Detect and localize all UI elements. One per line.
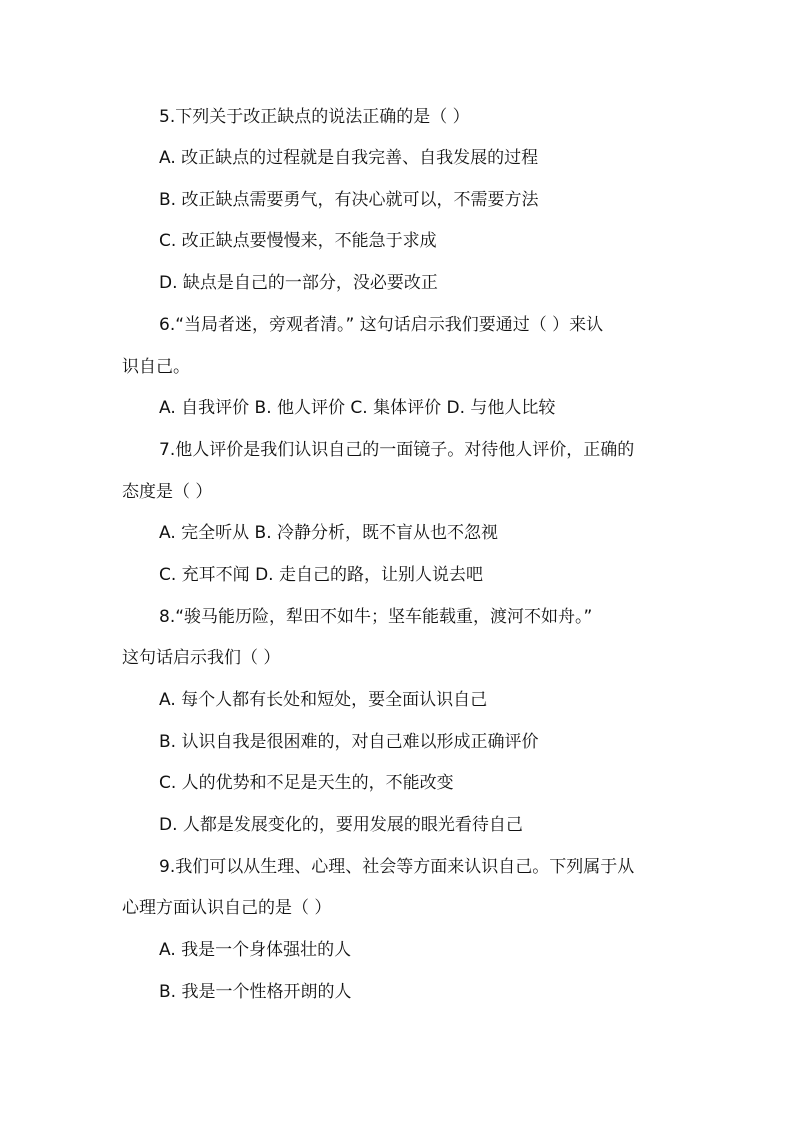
question-5-stem: 5.下列关于改正缺点的说法正确的是（ ） [159, 107, 470, 127]
question-8-option-a: A. 每个人都有长处和短处，要全面认识自己 [159, 690, 488, 710]
question-5-option-b: B. 改正缺点需要勇气，有决心就可以，不需要方法 [159, 190, 539, 210]
question-7-stem-line-1: 7.他人评价是我们认识自己的一面镜子。对待他人评价，正确的 [159, 440, 635, 460]
question-9-option-a: A. 我是一个身体强壮的人 [159, 940, 352, 960]
question-7-stem-line-2: 态度是（ ） [122, 482, 213, 502]
question-7-options-cd: C. 充耳不闻 D. 走自己的路，让别人说去吧 [159, 565, 483, 585]
question-6-stem-line-1: 6.“当局者迷，旁观者清。” 这句话启示我们要通过（ ）来认 [159, 315, 604, 335]
question-8-option-c: C. 人的优势和不足是天生的，不能改变 [159, 773, 454, 793]
question-9-option-b: B. 我是一个性格开朗的人 [159, 982, 352, 1002]
question-8-option-d: D. 人都是发展变化的，要用发展的眼光看待自己 [159, 815, 523, 835]
question-6-options: A. 自我评价 B. 他人评价 C. 集体评价 D. 与他人比较 [159, 398, 556, 418]
question-5-option-d: D. 缺点是自己的一部分，没必要改正 [159, 273, 438, 293]
question-9-stem-line-2: 心理方面认识自己的是（ ） [122, 898, 332, 918]
question-8-stem-line-2: 这句话启示我们（ ） [122, 648, 281, 668]
question-6-stem-line-2: 识自己。 [122, 357, 190, 377]
question-8-stem-line-1: 8.“骏马能历险，犁田不如牛；坚车能载重，渡河不如舟。” [159, 607, 593, 627]
question-9-stem-line-1: 9.我们可以从生理、心理、社会等方面来认识自己。下列属于从 [159, 857, 635, 877]
question-8-option-b: B. 认识自我是很困难的，对自己难以形成正确评价 [159, 732, 539, 752]
question-5-option-a: A. 改正缺点的过程就是自我完善、自我发展的过程 [159, 148, 539, 168]
question-5-option-c: C. 改正缺点要慢慢来，不能急于求成 [159, 231, 437, 251]
question-7-options-ab: A. 完全听从 B. 冷静分析，既不盲从也不忽视 [159, 523, 499, 543]
